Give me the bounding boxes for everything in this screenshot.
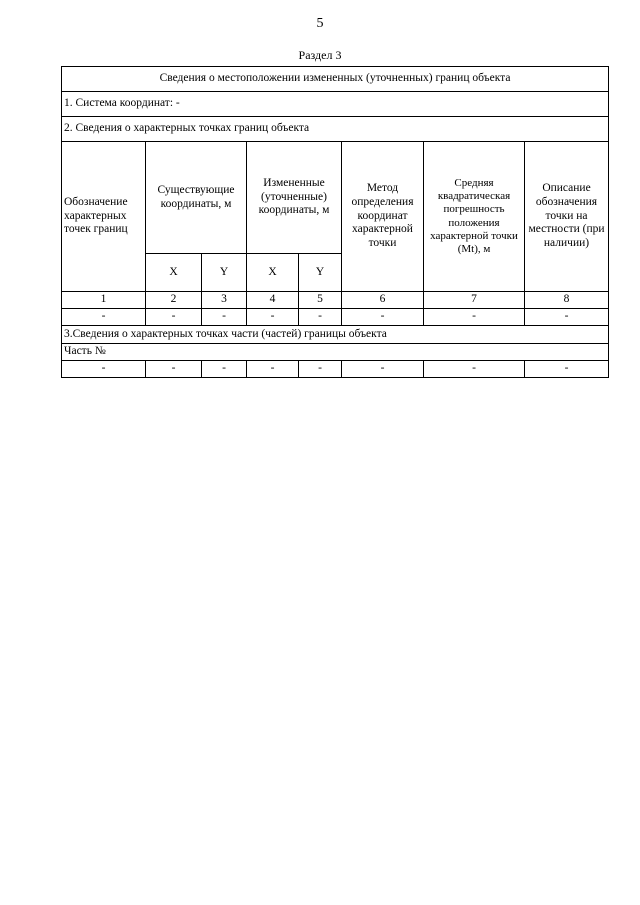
header-method: Метод определения координат характерной точки xyxy=(342,142,424,292)
table-cell: - xyxy=(525,361,609,378)
column-number: 6 xyxy=(342,292,424,309)
column-number: 4 xyxy=(247,292,299,309)
table-cell: - xyxy=(424,309,525,326)
column-number: 8 xyxy=(525,292,609,309)
header-existing-coords: Существующие координаты, м xyxy=(146,142,247,254)
table-row xyxy=(62,361,609,378)
table-cell: - xyxy=(202,361,247,378)
table-cell: - xyxy=(342,361,424,378)
part-points-title: 3.Сведения о характерных точках части (частей) границы объекта xyxy=(62,326,609,344)
table-cell: - xyxy=(525,309,609,326)
coordinate-system-row: 1. Система координат: - xyxy=(62,92,609,117)
char-points-title: 2. Сведения о характерных точках границ объекта xyxy=(62,117,609,142)
table-cell: - xyxy=(202,309,247,326)
header-x-existing: X xyxy=(146,254,202,292)
boundary-table xyxy=(61,66,609,378)
column-number: 1 xyxy=(62,292,146,309)
table-cell: - xyxy=(342,309,424,326)
header-designation: Обозначение характерных точек границ xyxy=(62,142,146,292)
table-cell: - xyxy=(299,361,342,378)
table-cell: - xyxy=(62,361,146,378)
column-number: 3 xyxy=(202,292,247,309)
header-description: Описание обозначения точки на местности (при наличии) xyxy=(525,142,609,292)
table-row xyxy=(62,309,609,326)
column-number: 2 xyxy=(146,292,202,309)
table-cell: - xyxy=(424,361,525,378)
header-y-changed: Y xyxy=(299,254,342,292)
table-cell: - xyxy=(62,309,146,326)
table-cell: - xyxy=(146,309,202,326)
column-number-row xyxy=(62,292,609,309)
column-number: 7 xyxy=(424,292,525,309)
section-title: Раздел 3 xyxy=(298,48,342,62)
column-number: 5 xyxy=(299,292,342,309)
part-label: Часть № xyxy=(62,344,609,361)
table-title: Сведения о местоположении измененных (уточненных) границ объекта xyxy=(62,67,609,92)
header-y-existing: Y xyxy=(202,254,247,292)
header-x-changed: X xyxy=(247,254,299,292)
table-cell: - xyxy=(299,309,342,326)
page-number: 5 xyxy=(316,16,324,31)
header-error: Средняя квадратическая погрешность положения характерной точки (Mt), м xyxy=(424,142,525,292)
table-cell: - xyxy=(247,361,299,378)
table-cell: - xyxy=(247,309,299,326)
header-changed-coords: Измененные (уточненные) координаты, м xyxy=(247,142,342,254)
table-cell: - xyxy=(146,361,202,378)
